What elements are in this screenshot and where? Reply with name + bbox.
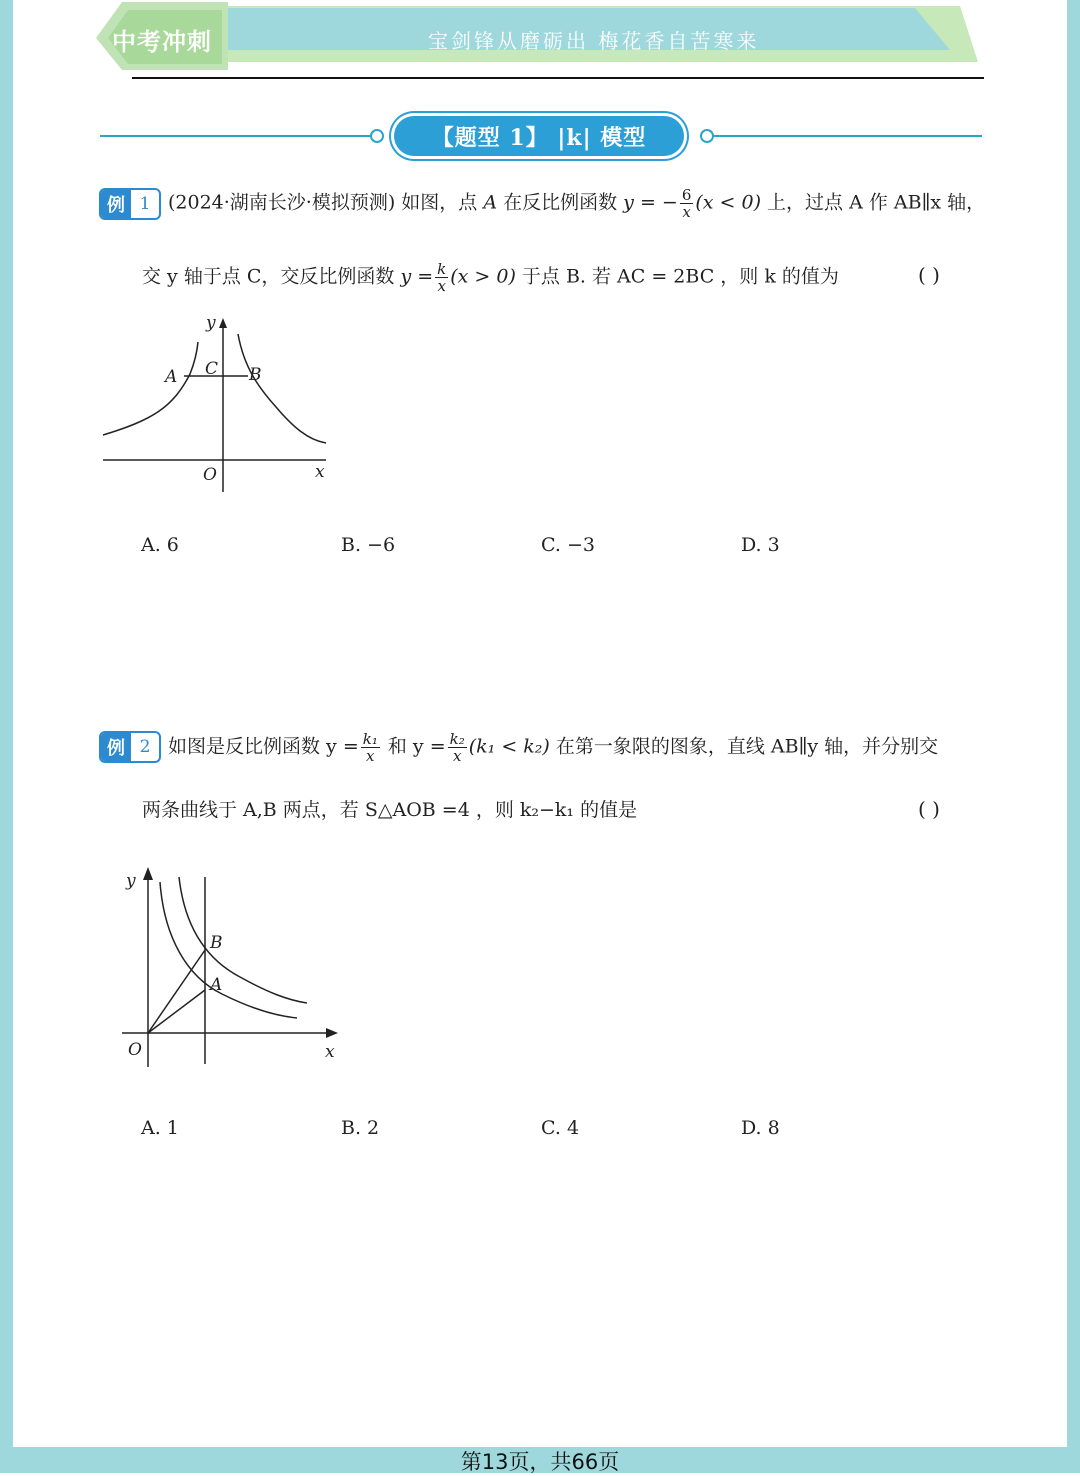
- label-c: C: [205, 359, 219, 379]
- text: 在第一象限的图象，直线 AB∥y 轴，并分别交: [549, 735, 939, 758]
- point-a: A: [483, 191, 498, 214]
- example-2-badge: [99, 731, 161, 763]
- numerator: 6: [681, 186, 692, 204]
- y-axis-arrow: [143, 867, 153, 880]
- label-a: A: [210, 975, 223, 995]
- page-frame-right: [1067, 0, 1080, 1473]
- right-hyperbola: [238, 334, 326, 443]
- text: 和 y =: [381, 735, 446, 758]
- condition: (k₁ < k₂): [468, 735, 550, 758]
- example-1-option-b[interactable]: B. −6: [341, 534, 396, 556]
- function-y: y = −: [623, 191, 678, 214]
- example-1-badge-label: 例: [101, 190, 131, 218]
- example-2-line-2: 两条曲线于 A,B 两点，若 S△AOB =4 ，则 k₂−k₁ 的值是: [142, 799, 638, 821]
- page-frame-left: [0, 0, 13, 1473]
- example-1-line-1: [168, 187, 985, 220]
- label-x: x: [325, 1042, 335, 1062]
- segment-oa: [148, 990, 205, 1033]
- example-2-line-1: [168, 731, 938, 764]
- label-b: B: [249, 365, 262, 385]
- left-hyperbola: [103, 342, 198, 435]
- condition: (x > 0): [450, 265, 516, 288]
- example-2-badge-number: 2: [139, 737, 151, 757]
- text: 上，过点 A 作 AB∥x 轴，: [761, 191, 986, 214]
- example-1-badge: [99, 188, 161, 220]
- outer-curve: [179, 877, 307, 1003]
- fraction: [435, 261, 448, 294]
- label-b: B: [210, 933, 223, 953]
- text: 于点 B. 若 AC = 2BC ，则 k 的值为: [515, 265, 839, 288]
- denominator: x: [437, 277, 446, 295]
- text: 交 y 轴于点 C，交反比例函数: [142, 265, 401, 288]
- example-1-line-2: [142, 261, 839, 294]
- example-2-badge-label: 例: [101, 733, 131, 761]
- inner-curve: [160, 882, 297, 1018]
- condition: (x < 0): [695, 191, 762, 214]
- numerator: k₂: [449, 730, 465, 748]
- header-motto: 宝剑锋从磨砺出 梅花香自苦寒来: [428, 29, 760, 53]
- function-y: y =: [400, 265, 434, 288]
- example-1-badge-number: 1: [139, 194, 151, 214]
- numerator: k: [437, 260, 447, 278]
- example-1-answer-parens: ( ): [918, 263, 940, 287]
- example-1-option-d[interactable]: D. 3: [741, 534, 780, 556]
- header-rule: [132, 77, 984, 79]
- denominator: x: [366, 747, 375, 765]
- label-a: A: [165, 367, 178, 387]
- section-line-left: [100, 135, 372, 137]
- section-line-right: [712, 135, 982, 137]
- label-y: y: [206, 313, 216, 333]
- segment-ob: [148, 950, 205, 1033]
- text: 如图是反比例函数 y =: [168, 735, 359, 758]
- denominator: x: [452, 747, 462, 765]
- denominator: x: [682, 203, 691, 221]
- label-y: y: [126, 871, 136, 891]
- example-2-graph: [112, 862, 352, 1072]
- example-2-option-a[interactable]: A. 1: [141, 1117, 179, 1139]
- label-x: x: [315, 462, 325, 482]
- example-2-option-b[interactable]: B. 2: [341, 1117, 380, 1139]
- numerator: k₁: [362, 730, 378, 748]
- example-2-option-d[interactable]: D. 8: [741, 1117, 780, 1139]
- example-1-option-a[interactable]: A. 6: [141, 534, 179, 556]
- example-2-option-c[interactable]: C. 4: [541, 1117, 580, 1139]
- label-o: O: [128, 1040, 142, 1060]
- x-axis-arrow: [326, 1028, 338, 1038]
- example-1-graph: [98, 312, 338, 497]
- label-o: O: [203, 465, 217, 485]
- section-title: 【题型 1】 |k| 模型: [394, 116, 684, 156]
- section-dot-left: [370, 129, 384, 143]
- fraction-2: [448, 731, 467, 764]
- example-2-answer-parens: ( ): [918, 797, 940, 821]
- text: 在反比例函数: [497, 191, 624, 214]
- text: (2024·湖南长沙·模拟预测) 如图，点: [168, 191, 484, 214]
- y-axis-arrow: [219, 318, 227, 328]
- fraction: [680, 187, 694, 220]
- page-number: 第13页，共66页: [460, 1450, 620, 1474]
- page-header: [0, 0, 1080, 80]
- header-brand: 中考冲刺: [112, 28, 212, 56]
- example-1-option-c[interactable]: C. −3: [541, 534, 595, 556]
- fraction-1: [361, 731, 380, 764]
